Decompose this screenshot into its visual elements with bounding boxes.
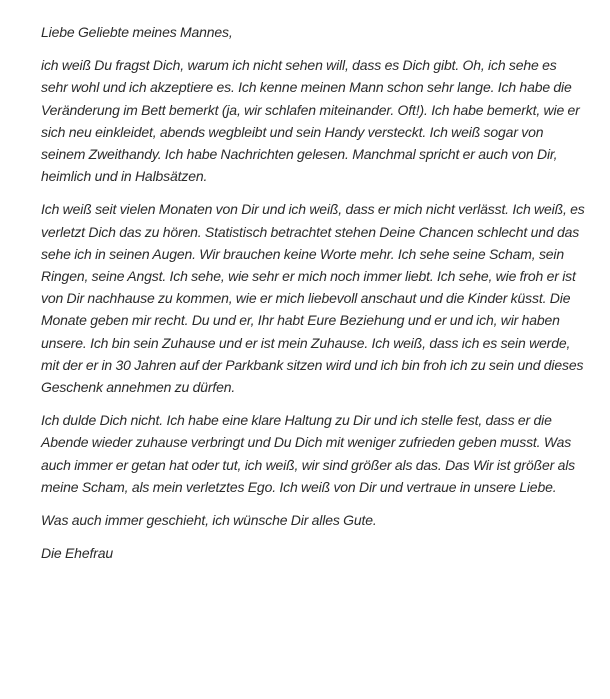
letter-salutation: Liebe Geliebte meines Mannes, [41, 24, 233, 40]
letter-paragraph: Ich dulde Dich nicht. Ich habe eine klare Haltung zu Dir und ich stelle fest, dass er die Abende wieder zuhause verbringt und Du Dich mit weniger zufrieden geben musst. Was auch immer er getan hat oder tut, ich weiß, wir sind größer als das. Das Wir ist größer als meine Scham, als mein verletztes Ego. Ich weiß von Dir und vertraue in unsere Liebe. [41, 412, 576, 495]
letter-paragraph: ich weiß Du fragst Dich, warum ich nicht sehen will, dass es Dich gibt. Oh, ich sehe es sehr wohl und ich akzeptiere es. Ich kenne meinen Mann schon sehr lange. Ich habe die Veränderung im Bett bemerkt (ja, wir schlafen miteinander. Oft!). Ich habe bemerkt, wie er sich neu einkleidet, abends wegbleibt und sein Handy versteckt. Ich weiß sogar von seinem Zweithandy. Ich habe Nachrichten gelesen. Manchmal spricht er auch von Dir, heimlich und in Halbsätzen. [41, 57, 580, 185]
letter-paragraph: Ich weiß seit vielen Monaten von Dir und ich weiß, dass er mich nicht verlässt. Ich weiß, es verletzt Dich das zu hören. Statistisch betrachtet stehen Deine Chancen schlecht und das sehe ich in seinen Augen. Wir brauchen keine Worte mehr. Ich sehe seine Scham, sein Ringen, seine Angst. Ich sehe, wie sehr er mich noch immer liebt. Ich sehe, wie froh er ist von Dir nachhause zu kommen, wie er mich liebevoll anschaut und die Kinder küsst. Die Monate geben mir recht. Du und er, Ihr habt Eure Beziehung und er und ich, wir haben unsere. Ich bin sein Zuhause und er ist mein Zuhause. Ich weiß, dass ich es sein werde, mit der er in 30 Jahren auf der Parkbank sitzen wird und ich bin froh ich zu sein und dieses Geschenk annehmen zu dürfen. [41, 201, 585, 396]
letter-body [41, 21, 586, 575]
letter-paragraph: Was auch immer geschieht, ich wünsche Dir alles Gute. [41, 512, 377, 529]
letter-signature: Die Ehefrau [41, 545, 113, 562]
